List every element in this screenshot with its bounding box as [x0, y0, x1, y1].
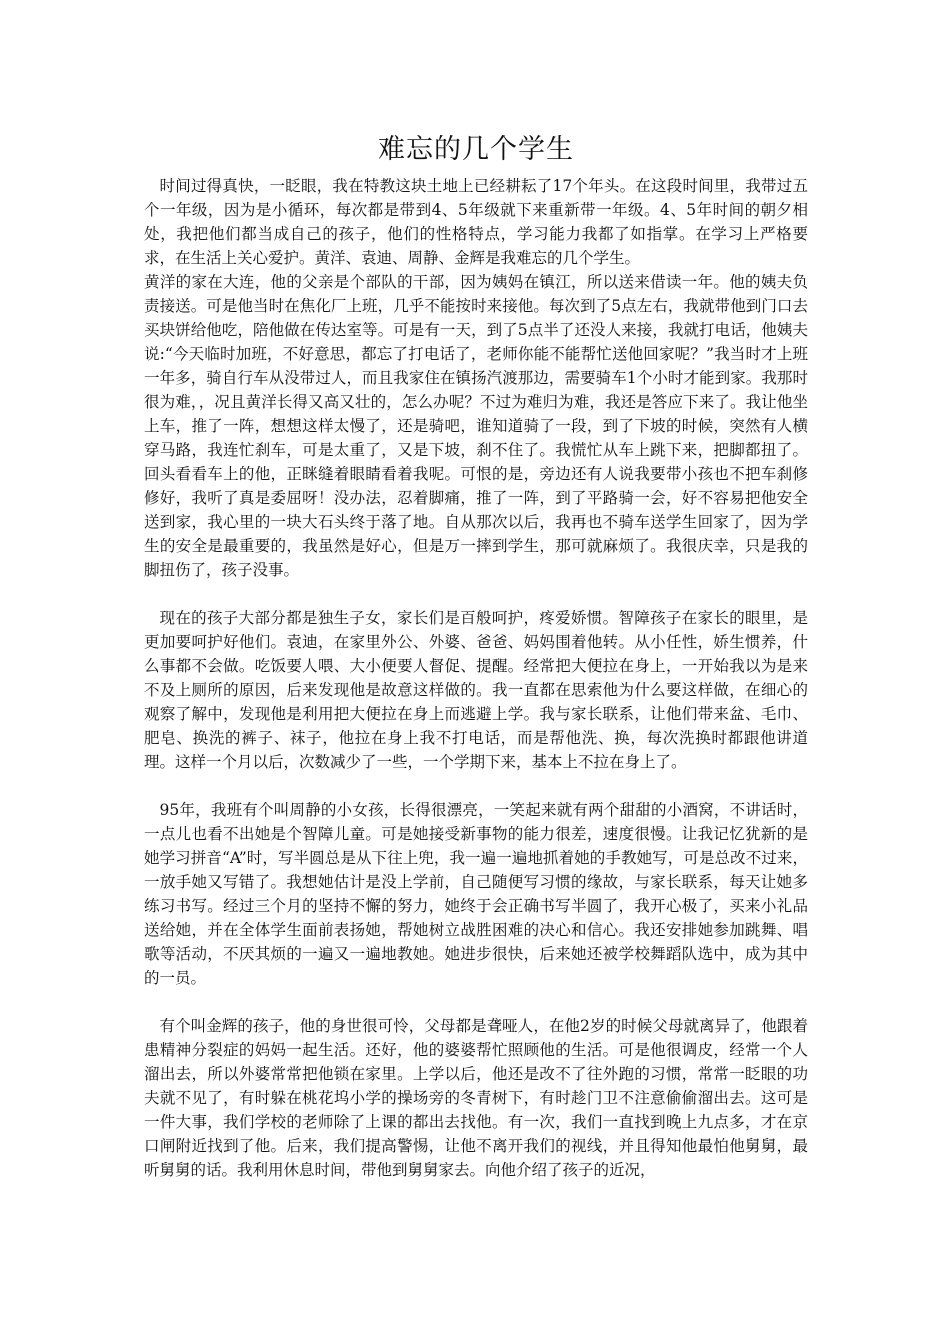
paragraph-jin-hui: 有个叫金辉的孩子，他的身世很可怜，父母都是聋哑人，在他2岁的时候父母就离异了，他跟着患精神分裂症的妈妈一起生活。还好，他的婆婆帮忙照顾他的生活。可是他很调皮，经常一个人溜出去，所以外婆常常把他锁在家里。上学以后，他还是改不了往外跑的习惯，常常一眨眼的功夫就不见了，有时躲在桃花坞小学的操场旁的冬青树下，有时趁门卫不注意偷偷溜出去。这可是一件大事，我们学校的老师除了上课的都出去找他。有一次，我们一直找到晚上九点多，才在京口闸附近找到了他。后来，我们提高警惕，让他不离开我们的视线，并且得知他最怕他舅舅，最听舅舅的话。我利用休息时间，带他到舅舅家去。向他介绍了孩子的近况，: [144, 1017, 808, 1179]
paragraph-spacer: [144, 990, 808, 1014]
paragraph-huang-yang: 黄洋的家在大连，他的父亲是个部队的干部，因为姨妈在镇江，所以送来借读一年。他的姨夫负责接送。可是他当时在焦化厂上班，几乎不能按时来接他。每次到了5点左右，我就带他到门口去买块饼给他吃，陪他做在传达室等。可是有一天，到了5点半了还没人来接，我就打电话，他姨夫说:“今天临时加班，不好意思，都忘了打电话了，老师你能不能帮忙送他回家呢？”我当时才上班一年多，骑自行车从没带过人，而且我家住在镇扬汽渡那边，需要骑车1个小时才能到家。我那时很为难，，况且黄洋长得又高又壮的，怎么办呢？不过为难归为难，我还是答应下来了。我让他坐上车，推了一阵，想想这样太慢了，还是骑吧，谁知道骑了一段，到了下坡的时候，突然有人横穿马路，我连忙刹车，可是太重了，又是下坡，刹不住了。我慌忙从车上跳下来，把脚都扭了。回头看看车上的他，正眯缝着眼睛看着我呢。可恨的是，旁边还有人说我要带小孩也不把车刹修修好，我听了真是委屈呀！没办法，忍着脚痛，推了一阵，到了平路骑一会，好不容易把他安全送到家，我心里的一块大石头终于落了地。自从那次以后，我再也不骑车送学生回家了，因为学生的安全是最重要的，我虽然是好心，但是万一摔到学生，那可就麻烦了。我很庆幸，只是我的脚扭伤了，孩子没事。: [144, 273, 808, 579]
paragraph-zhou-jing: 95年，我班有个叫周静的小女孩，长得很漂亮，一笑起来就有两个甜甜的小酒窝，不讲话时，一点儿也看不出她是个智障儿童。可是她接受新事物的能力很差，速度很慢。让我记忆犹新的是她学习拼音“A”时，写半圆总是从下往上兜，我一遍一遍地抓着她的手教她写，可是总改不过来，一放手她又写错了。我想她估计是没上学前，自己随便写习惯的缘故，与家长联系，每天让她多练习书写。经过三个月的坚持不懈的努力，她终于会正确书写半圆了，我开心极了，买来小礼品送给她，并在全体学生面前表扬她，帮她树立战胜困难的决心和信心。我还安排她参加跳舞、唱歌等活动，不厌其烦的一遍又一遍地教她。她进步很快，后来她还被学校舞蹈队选中，成为其中的一员。: [144, 801, 808, 987]
document-title: 难忘的几个学生: [378, 134, 574, 165]
document-page: [144, 128, 808, 1182]
paragraph-spacer: [144, 774, 808, 798]
paragraph-spacer: [144, 582, 808, 606]
paragraph-intro: 时间过得真快，一眨眼，我在特教这块土地上已经耕耘了17个年头。在这段时间里，我带过五个一年级，因为是小循环，每次都是带到4、5年级就下来重新带一年级。4、5年时间的朝夕相处，我把他们都当成自己的孩子，他们的性格特点，学习能力我都了如指掌。在学习上严格要求，在生活上关心爱护。黄洋、袁迪、周静、金辉是我难忘的几个学生。: [144, 177, 808, 267]
paragraph-yuan-di: 现在的孩子大部分都是独生子女，家长们是百般呵护，疼爱娇惯。智障孩子在家长的眼里，是更加要呵护好他们。袁迪，在家里外公、外婆、爸爸、妈妈围着他转。从小任性，娇生惯养，什么事都不会做。吃饭要人喂、大小便要人督促、提醒。经常把大便拉在身上，一开始我以为是来不及上厕所的原因，后来发现他是故意这样做的。我一直都在思索他为什么要这样做，在细心的观察了解中，发现他是利用把大便拉在身上而逃避上学。我与家长联系，让他们带来盆、毛巾、肥皂、换洗的裤子、袜子，他拉在身上我不打电话，而是帮他洗、换，每次洗换时都跟他讲道理。这样一个月以后，次数减少了一些，一个学期下来，基本上不拉在身上了。: [144, 609, 808, 771]
